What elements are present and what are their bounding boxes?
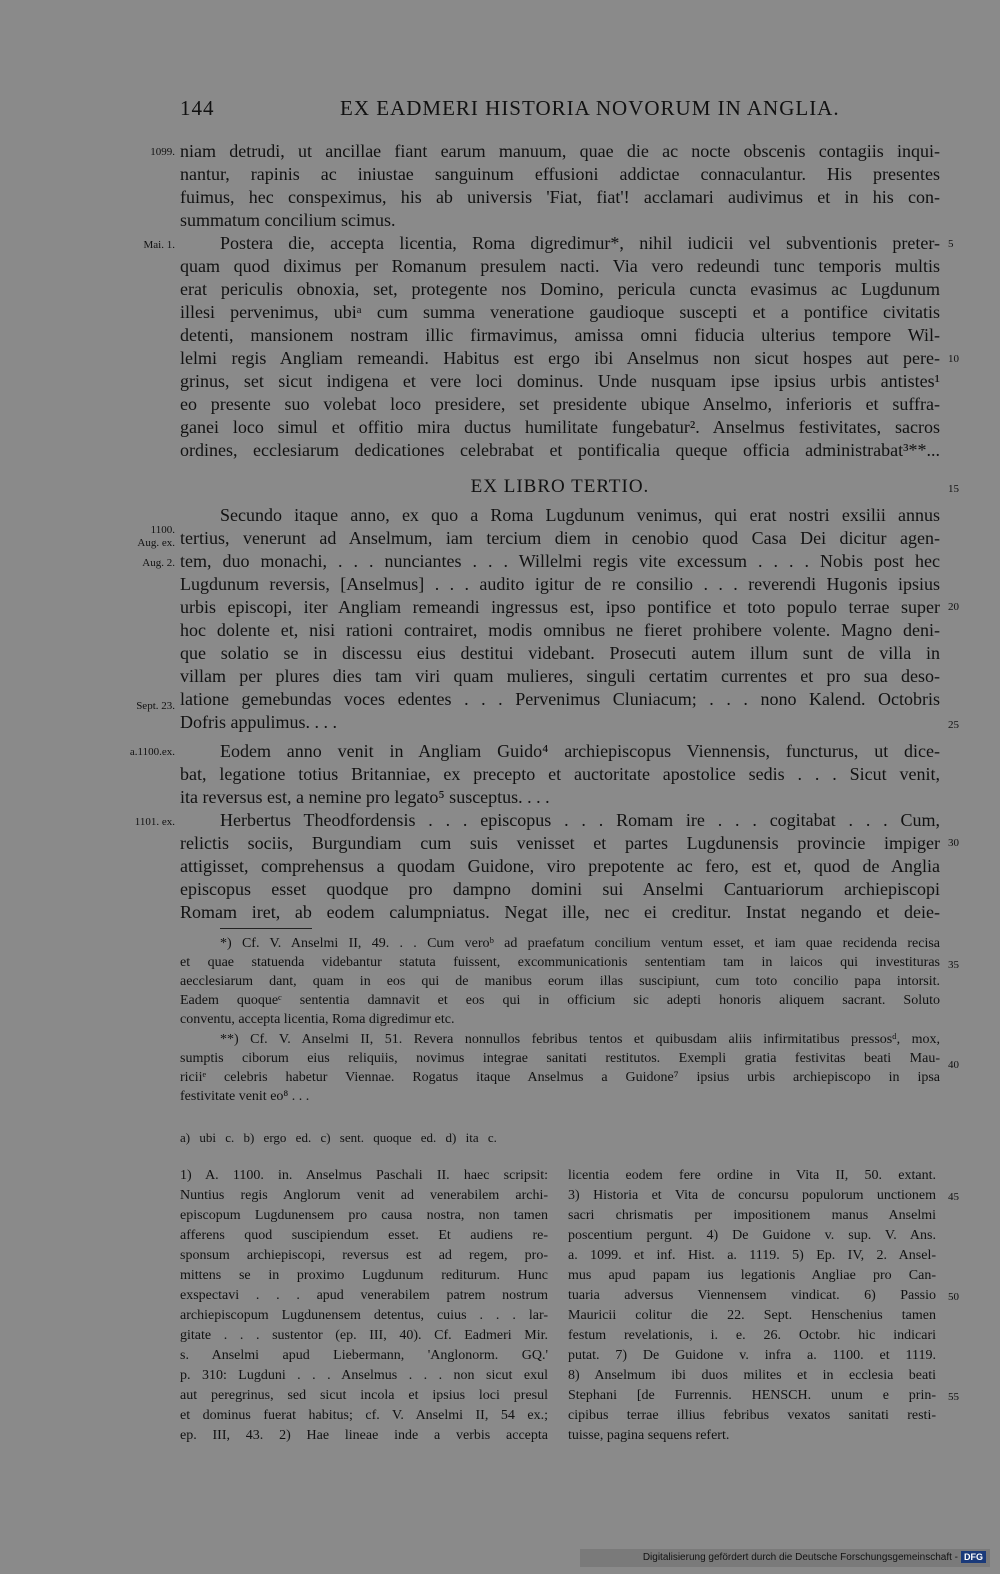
note-line: tuisse, pagina sequens refert. — [568, 1428, 730, 1443]
paragraph-2 — [180, 232, 940, 462]
text-line: ganei loco simul et offitio mira ductus humilitate fungebatur². Anselmus festivitates, sacros — [180, 417, 940, 437]
footer-text: Digitalisierung gefördert durch die Deutsche Forschungsgemeinschaft - — [642, 1552, 958, 1563]
footnote-rule — [220, 928, 312, 929]
text-line: que solatio se in discessu eius destitui videbant. Prosecuti autem illum sunt de villa in — [180, 643, 940, 663]
note-line: poscentium pergunt. 4) De Guidone v. sup. V. Ans. — [568, 1228, 936, 1243]
text-line: tertius, venerunt ad Anselmum, iam tercium diem in cenobio quod Casa Dei dicitur agen- — [180, 528, 940, 548]
text-line: tem, duo monachi, . . . nunciantes . . . Willelmi regis vite excessum . . . . Nobis post hec — [180, 551, 940, 571]
footnote-line: conventu, accepta licentia, Roma digredimur etc. — [180, 1012, 455, 1027]
text-line: erat periculis obnoxia, set, protegente nos Domino, pericula cuncta evasimus ac Lugdunum — [180, 279, 940, 299]
textual-variants: a) ubi c. b) ergo ed. c) sent. quoque ed. d) ita c. — [180, 1130, 497, 1145]
line-number: 5 — [948, 238, 954, 250]
margin-date: 1101. ex. — [134, 816, 175, 828]
line-number: 45 — [948, 1191, 959, 1203]
footnote-line: riciiᵉ celebris habetur Viennae. Rogatus itaque Anselmus a Guidone⁷ ipsius urbis archiepiscopo in ipsa — [180, 1070, 940, 1085]
note-line: s. Anselmi apud Liebermann, 'Anglonorm. GQ.' — [180, 1348, 548, 1363]
note-line: a. 1099. et inf. Hist. a. 1119. 5) Ep. IV, 2. Ansel- — [568, 1248, 936, 1263]
text-line: latione gemebundas voces edentes . . . Pervenimus Cluniacum; . . . nono Kalend. Octobris — [180, 689, 940, 709]
dfg-logo: DFG — [961, 1551, 986, 1563]
text-line: Eodem anno venit in Angliam Guido⁴ archiepiscopus Viennensis, functurus, ut dice- — [220, 741, 940, 761]
text-line: Postera die, accepta licentia, Roma digredimur*, nihil iudicii vel subventionis preter- — [220, 233, 940, 253]
text-line: attigisset, comprehensus a quodam Guidone, viro prepotente ac fero, est et, quod de Anglia — [180, 856, 940, 876]
text-line: hoc dolente et, nisi rationi contrairet, modis omnibus ne fieret prohibere volente. Magno deni- — [180, 620, 940, 640]
footnote-line: aecclesiarum dant, quam in eos qui de manibus eorum illas suscipiunt, cum toto concilio papa intorsit. — [180, 974, 940, 989]
footnote-line: *) Cf. V. Anselmi II, 49. . . Cum veroᵇ ad praefatum concilium ventum esset, et iam quae recidenda recisa — [220, 936, 940, 951]
note-line: 1) A. 1100. in. Anselmus Paschali II. haec scripsit: — [180, 1168, 548, 1183]
note-line: aut peregrinus, sed sicut incola et ipsius loci presul — [180, 1388, 548, 1403]
text-line: urbis episcopi, iter Angliam remeandi ingressus est, ipso pontifice et toto populo terrae super — [180, 597, 940, 617]
footnote-line: sumptis ciborum eius reliquiis, novimus integrae sanitati restitutos. Exempli gratia festivitas beati Mau- — [180, 1051, 940, 1066]
footnote-line: **) Cf. V. Anselmi II, 51. Revera nonnullos febribus tentos et quibusdam aliis infirmitatibus pressosᵈ, mox, — [220, 1032, 940, 1047]
note-line: archiepiscopum Lugdunensem detentus, cuius . . . lar- — [180, 1308, 548, 1323]
text-line: illesi pervenimus, ubiᵃ cum summa veneratione gaudioque suscepti et a pontifice civitatis — [180, 302, 940, 322]
text-line: eo presente suo volebat loco presidere, set presidente ubique Anselmo, inferioris et suffra- — [180, 394, 940, 414]
text-line: Secundo itaque anno, ex quo a Roma Lugdunum venimus, qui erat nostri exsilii annus — [220, 505, 940, 525]
note-line: ep. III, 43. 2) Hae lineae inde a verbis accepta — [180, 1428, 548, 1443]
text-line: quam quod diximus per Romanum presulem nacti. Via vero redeundi tunc temporis multis — [180, 256, 940, 276]
line-number: 40 — [948, 1059, 959, 1071]
note-line: Mauricii colitur die 22. Sept. Henschenius tamen — [568, 1308, 936, 1323]
text-line: ita reversus est, a nemine pro legato⁵ susceptus. . . . — [180, 787, 550, 807]
note-line: festum revelationis, i. e. 26. Octobr. hic indicari — [568, 1328, 936, 1343]
margin-date: Mai. 1. — [143, 239, 175, 251]
note-line: episcopum Lugdunensem pro causa nostra, non tamen — [180, 1208, 548, 1223]
margin-date: Sept. 23. — [136, 700, 175, 712]
text-line: Dofris appulimus. . . . — [180, 712, 337, 732]
footnote-star-2 — [180, 1030, 940, 1106]
paragraph-1 — [180, 140, 940, 232]
line-number: 55 — [948, 1391, 959, 1403]
text-line: Herbertus Theodfordensis . . . episcopus . . . Romam ire . . . cogitabat . . . Cum, — [220, 810, 940, 830]
note-line: gitate . . . sustentor (ep. III, 40). Cf. Eadmeri Mir. — [180, 1328, 548, 1343]
text-line: villam per plures dies tam viri quam mulieres, singuli certatim currentes et pro sua deso- — [180, 666, 940, 686]
text-line: detenti, mansionem nostram illic firmavimus, amissa omni fiducia ulterius tempore Wil- — [180, 325, 940, 345]
line-number: 30 — [948, 837, 959, 849]
note-line: mittens se in proximo Lugdunum rediturum. Hunc — [180, 1268, 548, 1283]
text-line: summatum concilium scimus. — [180, 210, 396, 230]
note-line: p. 310: Lugduni . . . Anselmus . . . non sicut exul — [180, 1368, 548, 1383]
note-line: 8) Anselmum ibi duos milites et in ecclesia beati — [568, 1368, 936, 1383]
notes-left-column — [180, 1166, 548, 1446]
text-line: nantur, rapinis ac iniustae sanguinum effusioni addictae connaculantur. His presentes — [180, 164, 940, 184]
line-number: 35 — [948, 959, 959, 971]
text-line: Lugdunum reversis, [Anselmus] . . . audito igitur de re consilio . . . reverendi Hugonis ipsius — [180, 574, 940, 594]
note-line: mus apud papam ius legationis Angliae pro Can- — [568, 1268, 936, 1283]
footnote-star-1 — [180, 934, 940, 1029]
paragraph-4 — [180, 740, 940, 809]
line-number: 25 — [948, 719, 959, 731]
text-line: bat, legatione totius Britanniae, ex precepto et auctoritate apostolice sedis . . . Sicut venit, — [180, 764, 940, 784]
text-line: Romam iret, ab eodem calumpniatus. Negat ille, nec ei creditur. Instat negando et deie- — [180, 902, 940, 922]
text-line: grinus, set sicut indigena et vere loci dominus. Unde nusquam ipse ipsius urbis antistes¹ — [180, 371, 940, 391]
note-line: Nuntius regis Anglorum venit ad venerabilem archi- — [180, 1188, 548, 1203]
page-header — [0, 96, 1000, 126]
note-line: exspectavi . . . apud venerabilem patrem nostrum — [180, 1288, 548, 1303]
text-line: fuimus, hec conspeximus, his ab universis 'Fiat, fiat'! acclamari audivimus et in his con- — [180, 187, 940, 207]
footnote-line: festivitate venit eo⁸ . . . — [180, 1089, 310, 1104]
margin-date: Aug. 2. — [142, 557, 175, 569]
text-line: episcopus esset quodque pro dampno domini sui Anselmi Cantuariorum archiepiscopi — [180, 879, 940, 899]
margin-date: 1100. — [150, 524, 175, 536]
line-number: 10 — [948, 353, 959, 365]
paragraph-3 — [180, 504, 940, 734]
note-line: sacri chrismatis per impositionem manus Anselmi — [568, 1208, 936, 1223]
note-line: afferens quod suscipiendum esset. Et audiens re- — [180, 1228, 548, 1243]
note-line: sponsum archiepiscopi, reversus est ad regem, pro- — [180, 1248, 548, 1263]
section-title: EX LIBRO TERTIO. — [470, 476, 650, 497]
margin-date: 1099. — [150, 146, 175, 158]
note-line: Stephani [de Furrennis. HENSCH. unum e prin- — [568, 1388, 936, 1403]
note-line: licentia eodem fere ordine in Vita II, 50. extant. — [568, 1168, 936, 1183]
text-line: lelmi regis Angliam remeandi. Habitus est ergo ibi Anselmus non sicut hospes aut pere- — [180, 348, 940, 368]
digitization-footer — [580, 1549, 990, 1567]
note-line: et dominus fuerat habitus; cf. V. Anselmi II, 54 ex.; — [180, 1408, 548, 1423]
note-line: putat. 7) De Guidone v. infra a. 1100. et 1119. — [568, 1348, 936, 1363]
margin-date: Aug. ex. — [137, 537, 175, 549]
line-number: 20 — [948, 601, 959, 613]
page-number: 144 — [180, 96, 215, 120]
note-line: 3) Historia et Vita de concursu populorum unctionem — [568, 1188, 936, 1203]
notes-right-column — [568, 1166, 936, 1446]
text-line: niam detrudi, ut ancillae fiant earum manuum, quae die ac nocte obscenis contagiis inqui- — [180, 141, 940, 161]
line-number: 15 — [948, 483, 959, 495]
paragraph-5 — [180, 809, 940, 924]
footnote-line: Eadem quoqueᶜ sententia damnavit et eos qui in officium sic adepti honoris aliquem sacrant. Soluto — [180, 993, 940, 1008]
footnote-line: et quae statuenda videbantur statuta fuissent, excommunicationis sententiam tam in laicos qui investituras — [180, 955, 940, 970]
text-line: ordines, ecclesiarum dedicationes celebrabat et pontificalia queque officia administrabat³**... — [180, 440, 940, 460]
running-title: EX EADMERI HISTORIA NOVORUM IN ANGLIA. — [340, 96, 840, 120]
line-number: 50 — [948, 1291, 959, 1303]
note-line: cipibus terrae illius febribus vexatos sanitati resti- — [568, 1408, 936, 1423]
margin-date: a.1100.ex. — [129, 746, 175, 758]
text-line: relictis sociis, Burgundiam cum suis venisset et partes Lugdunensis provincie impiger — [180, 833, 940, 853]
note-line: tuaria adversus Viennensem vindicat. 6) Passio — [568, 1288, 936, 1303]
